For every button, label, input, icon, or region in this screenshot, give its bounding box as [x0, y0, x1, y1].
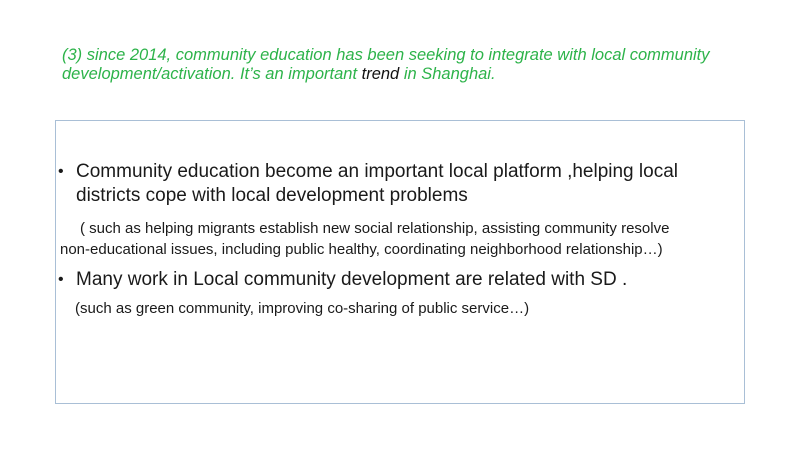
- heading-part1: (3) since 2014, community education has been seeking to integrate with local community development/activation. It’s an important: [62, 46, 710, 83]
- slide-heading: [62, 46, 762, 84]
- note-1-line2: non-educational issues, including public healthy, coordinating neighborhood relationship…): [60, 241, 663, 258]
- heading-part2: in Shanghai.: [399, 65, 496, 83]
- heading-trend: trend: [361, 65, 400, 83]
- bullet-1-line2: districts cope with local development problems: [76, 185, 468, 206]
- note-1-line1: ( such as helping migrants establish new social relationship, assisting community resolve: [80, 220, 670, 237]
- bullet-item-1: [58, 160, 678, 208]
- note-2-line1: (such as green community, improving co-sharing of public service…): [75, 300, 530, 317]
- bullet-dot-icon: •: [58, 271, 64, 288]
- bullet-item-2: [58, 268, 628, 292]
- bullet-2-line1: Many work in Local community development are related with SD .: [76, 269, 628, 290]
- bullet-1-line1: Community education become an important local platform ,helping local: [76, 161, 678, 182]
- bullet-dot-icon: •: [58, 163, 64, 180]
